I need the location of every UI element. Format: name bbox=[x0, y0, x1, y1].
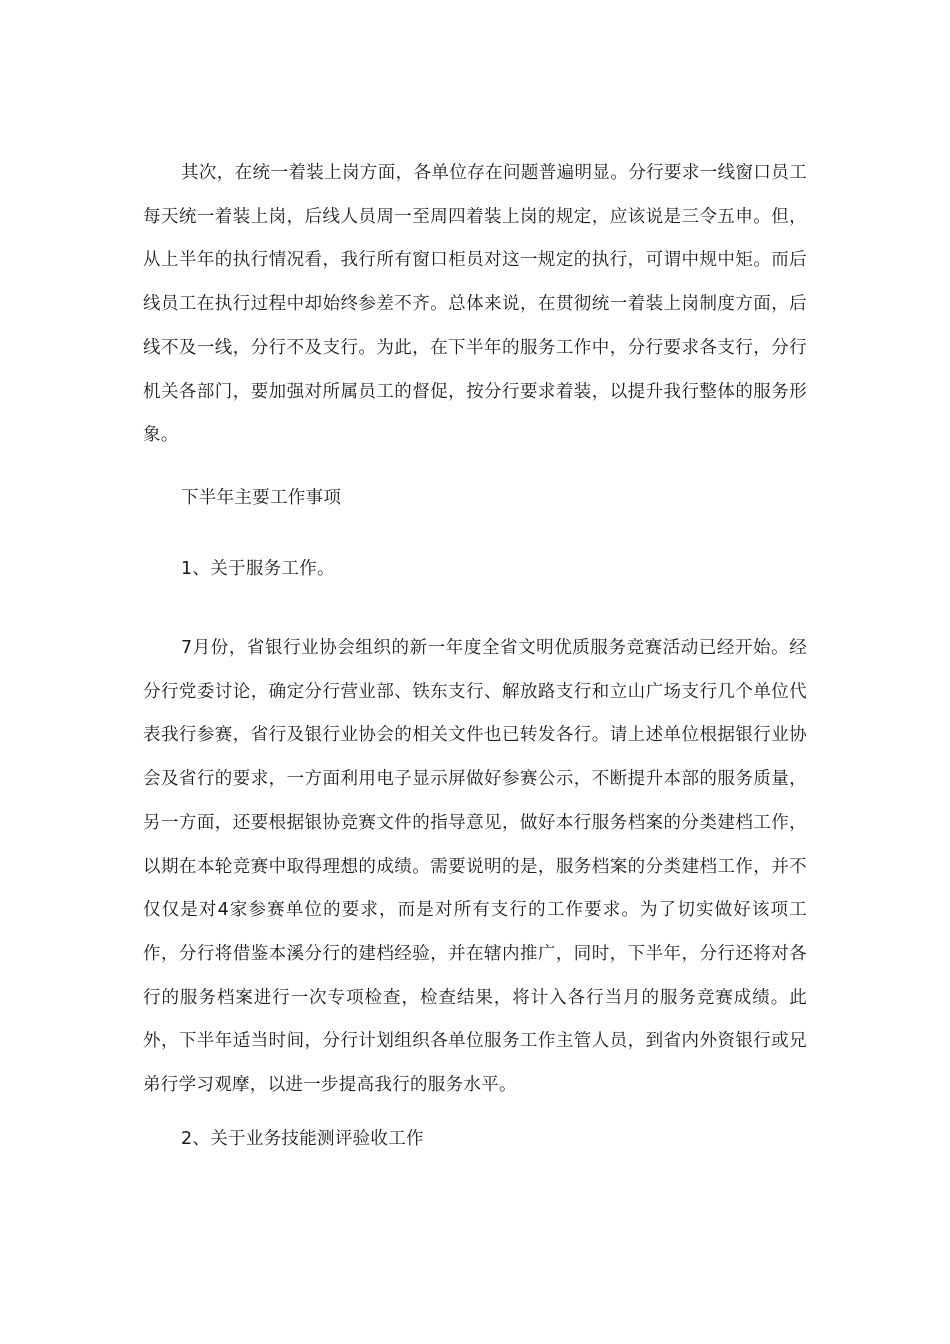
paragraph-uniform-dress: 其次，在统一着装上岗方面，各单位存在问题普遍明显。分行要求一线窗口员工每天统一着装上岗，后线人员周一至周四着装上岗的规定，应该说是三令五申。但，从上半年的执行情况看，我行所有窗口柜员对这一规定的执行，可谓中规中矩。而后线员工在执行过程中却始终参差不齐。总体来说，在贯彻统一着装上岗制度方面，后线不及一线，分行不及支行。为此，在下半年的服务工作中，分行要求各支行，分行机关各部门，要加强对所属员工的督促，按分行要求着装，以提升我行整体的服务形象。 bbox=[143, 163, 807, 446]
paragraph-service-contest: 7月份，省银行业协会组织的新一年度全省文明优质服务竞赛活动已经开始。经分行党委讨论，确定分行营业部、铁东支行、解放路支行和立山广场支行几个单位代表我行参赛，省行及银行业协会的相关文件也已转发各行。请上述单位根据银行业协会及省行的要求，一方面利用电子显示屏做好参赛公示，不断提升本部的服务质量，另一方面，还要根据银协竞赛文件的指导意见，做好本行服务档案的分类建档工作，以期在本轮竞赛中取得理想的成绩。需要说明的是，服务档案的分类建档工作，并不仅仅是对4家参赛单位的要求，而是对所有支行的工作要求。为了切实做好该项工作，分行将借鉴本溪分行的建档经验，并在辖内推广，同时，下半年，分行还将对各行的服务档案进行一次专项检查，检查结果，将计入各行当月的服务竞赛成绩。此外，下半年适当时间，分行计划组织各单位服务工作主管人员，到省内外资银行或兄弟行学习观摩，以进一步提高我行的服务水平。 bbox=[143, 638, 807, 1096]
section-heading: 下半年主要工作事项 bbox=[181, 488, 342, 508]
item-2-title: 2、关于业务技能测评验收工作 bbox=[181, 1129, 424, 1149]
item-1-title: 1、关于服务工作。 bbox=[181, 559, 335, 579]
